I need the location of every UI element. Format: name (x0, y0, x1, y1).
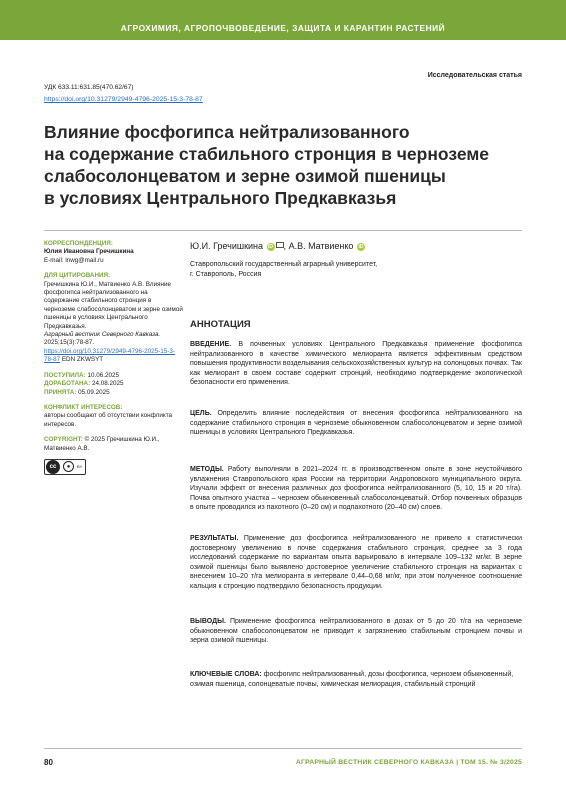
orcid-icon[interactable]: iD (358, 244, 364, 250)
annotation-methods (190, 465, 522, 513)
section-keyword: МЕТОДЫ. (190, 466, 224, 473)
citation-doi-link[interactable]: https://doi.org/10.31279/2949-4796-2025-15-3-78-87 (44, 347, 175, 364)
dates-block (44, 372, 184, 397)
doi-link[interactable]: https://doi.org/10.31279/2949-4796-2025-15-3-78-87 (44, 96, 203, 103)
section-text: Определить влияние последействия от внесения фосфогипса нейтрализованного на содержание стабильного стронция в черноземе обыкновенном слабосолонцеватом и зерне озимой пшеницы в условиях Центрального Предкавказья. (190, 410, 522, 436)
correspondence-email: E-mail: lnwg@mail.ru (44, 256, 104, 264)
citation-text: Гречишкина Ю.И., Матвиенко А.В. Влияние фосфогипса нейтрализованного на содержание стабильного стронция в черноземе слабосолонцеватом и зерне озимой пшеницы в условиях Центрального Предкавказья. (44, 280, 183, 330)
copyright-text: © 2025 Гречишкина Ю.И., Матвиенко А.В. (44, 436, 160, 452)
section-keyword: РЕЗУЛЬТАТЫ. (190, 535, 239, 542)
annotation-introduction (190, 340, 522, 388)
journal-footer: АГРАРНЫЙ ВЕСТНИК СЕВЕРНОГО КАВКАЗА | ТОМ 15. № 3/2025 (295, 759, 522, 766)
divider (44, 748, 522, 749)
cc-circle-icon: cc (46, 460, 60, 474)
correspondence-block (44, 240, 184, 265)
author-separator: , (283, 241, 289, 251)
section-keyword: ВЫВОДЫ. (190, 618, 226, 625)
divider (44, 230, 522, 231)
affiliation-line: Ставропольский государственный аграрный университет, (190, 261, 378, 268)
person-icon: ● (63, 461, 74, 472)
correspondence-name: Юлия Ивановна Гречишкина (44, 248, 134, 256)
conflict-block (44, 404, 184, 429)
metadata-sidebar (44, 240, 184, 482)
title-line: в условиях Центрального Предкавказья (44, 188, 397, 208)
accepted-label: ПРИНЯТА: (44, 388, 77, 396)
section-keyword: ВВЕДЕНИЕ. (190, 341, 232, 348)
keywords-text: фосфогипс нейтрализованный, дозы фосфогипса, чернозем обыкновенный, озимая пшеница, солонцеватые почвы, химическая мелиорация, стабильный стронций (190, 671, 514, 688)
article-title (44, 121, 534, 209)
conflict-heading: КОНФЛИКТ ИНТЕРЕСОВ: (44, 403, 123, 411)
correspondence-heading: КОРРЕСПОНДЕНЦИЯ: (44, 240, 113, 247)
section-text: Работу выполняли в 2021–2024 гг. в производственном опыте в зоне неустойчивого увлажнения Ставропольского края России на территории Андроповского муниципального округа. Изучали эффект от внесения различных доз фосфогипса нейтрализованного (5, 10, 15 и 20 т/га). Почва опытного участка – чернозем обыкновенный слабосолонцеватый. Отбор почвенных образцов в опыте проводился из пахотного (0–20 см) и подпахотного (20–40 см) слоев. (190, 466, 522, 511)
cc-license-icon[interactable] (44, 459, 86, 475)
conflict-text: авторы сообщают об отсутствии конфликта интересов. (44, 412, 173, 428)
udc-code: УДК 633.11:631.85(470.62/67) (44, 84, 134, 91)
orcid-icon[interactable]: iD (268, 244, 274, 250)
mail-icon[interactable] (276, 242, 284, 248)
section-text: Применение фосфогипса нейтрализованного в дозах от 5 до 20 т/га на черноземе обыкновенном слабосолонцеватом не приводит к загрязнению стабильным стронцием почвы и зерна озимой пшеницы. (190, 618, 522, 644)
annotation-results (190, 534, 522, 591)
citation-block (44, 272, 184, 364)
received-date: 10.06.2025 (87, 371, 119, 379)
received-label: ПОСТУПИЛА: (44, 371, 86, 379)
section-text: Применение доз фосфогипса нейтрализованного не привело к статистически достоверному увеличению в почве содержания стабильного стронция, среднее за 3 года исследований содержание по вариантам опыта варьировало в интервале 109–132 мг/кг. В зерне озимой пшеницы было выявлено достоверное увеличение стабильного стронция на вариантах с внесением 10–20 т/га мелиоранта в интервале 0,44–0,68 мг/кг, при этом полученное соотношение кальция к стронцию подтвердило безопасность продукции. (190, 535, 523, 590)
copyright-label: COPYRIGHT: (44, 436, 83, 444)
annotation-aim (190, 409, 522, 438)
revised-date: 24.08.2025 (91, 380, 124, 388)
revised-label: ДОРАБОТАНА: (44, 380, 91, 388)
affiliation (190, 260, 377, 280)
copyright-block (44, 436, 184, 475)
keywords (190, 670, 522, 689)
title-line: Влияние фосфогипса нейтрализованного (44, 122, 410, 142)
citation-heading: ДЛЯ ЦИТИРОВАНИЯ: (44, 272, 111, 280)
article-type: Исследовательская статья (427, 72, 522, 79)
section-keyword: ЦЕЛЬ. (190, 410, 212, 417)
page-number: 80 (44, 758, 53, 767)
citation-issue: 2025;15(3):78-87. (44, 339, 95, 347)
author-name: Ю.И. Гречишкина (190, 241, 264, 251)
annotation-heading: АННОТАЦИЯ (190, 319, 251, 330)
title-line: слабосолонцеватом и зерне озимой пшеницы (44, 166, 446, 186)
section-banner (0, 0, 566, 40)
section-text: В почвенных условиях Центрального Предкавказья применение фосфогипса нейтрализованного в качестве химического мелиоранта является эффективным средством повышения продуктивности возделывания сельскохозяйственных культур на солонцовых почвах. Так как мелиорант в своем составе содержит стронций, необходимо подтверждение экологической безопасности его применения. (190, 341, 522, 386)
authors (190, 241, 365, 251)
affiliation-line: г. Ставрополь, Россия (190, 271, 262, 278)
accepted-date: 05.09.2025 (78, 388, 110, 396)
author-name: А.В. Матвиенко (288, 241, 354, 251)
keywords-label: КЛЮЧЕВЫЕ СЛОВА: (190, 671, 262, 678)
cc-by-label: BY (77, 463, 83, 469)
citation-edn: EDN ZKWSYT (61, 356, 104, 364)
annotation-conclusions (190, 617, 522, 646)
citation-journal: Аграрный вестник Северного Кавказа. (44, 331, 161, 339)
section-banner-text: АГРОХИМИЯ, АГРОПОЧВОВЕДЕНИЕ, ЗАЩИТА И КАРАНТИН РАСТЕНИЙ (120, 23, 446, 33)
title-line: на содержание стабильного стронция в черноземе (44, 144, 490, 164)
